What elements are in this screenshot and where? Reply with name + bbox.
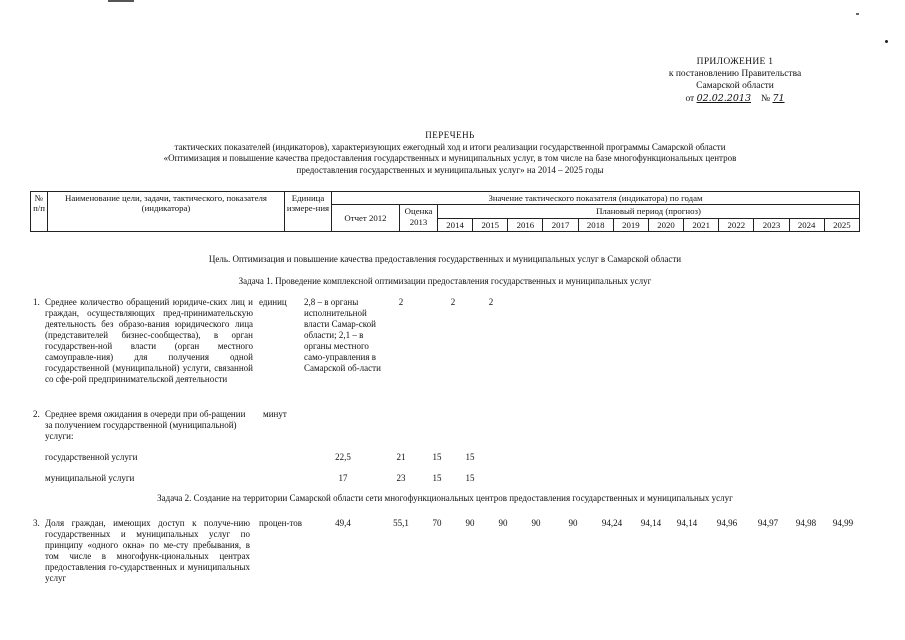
row3-value: 70 [432, 518, 442, 528]
row3-name: Доля граждан, имеющих доступ к получе-нию государственных и муниципальных услуг по принципу «одного окна» по ме-сту пребывания, в том числе в многофунк-циональных центрах предоставления го-сударственных и муниципальных услуг [45, 518, 250, 583]
header-year: 2024 [789, 218, 824, 231]
header-unit: Единица измере-ния [285, 192, 332, 232]
indicator-table-header [30, 191, 860, 232]
row2b-value: 23 [396, 473, 406, 483]
row3-value: 94,24 [601, 518, 623, 528]
handwritten-number: 71 [772, 92, 785, 104]
title-line: тактических показателей (индикаторов), характеризующих ежегодный ход и итоги реализации государственной программы Самарской области [174, 141, 726, 152]
appendix-header [635, 57, 835, 106]
row1-value-2014: 2 [450, 297, 456, 307]
header-year: 2015 [473, 218, 508, 231]
row1-value-2015: 2 [488, 297, 494, 307]
appendix-line: к постановлению Правительства [668, 68, 802, 79]
header-year: 2025 [824, 218, 859, 231]
task2-heading: Задача 2. Создание на территории Самарской области сети многофункциональных центров предоставления государственных и муниципальных услуг [157, 493, 733, 503]
header-year: 2021 [684, 218, 719, 231]
scan-speck [885, 40, 888, 43]
document-title [40, 130, 860, 177]
row2-name: Среднее время ожидания в очереди при об-ращении за получением государственной (муниципальной) услуги: [45, 409, 246, 441]
header-plan: Плановый период (прогноз) [438, 205, 860, 218]
row2b-value: 15 [432, 473, 442, 483]
row3-value: 94,97 [757, 518, 779, 528]
handwritten-date: 02.02.2013 [696, 92, 751, 104]
row3-unit: процен-тов [259, 518, 303, 528]
row2a-name: государственной услуги [45, 452, 138, 462]
header-estimate: Оценка 2013 [400, 205, 438, 232]
appendix-title: ПРИЛОЖЕНИЕ 1 [696, 57, 774, 67]
row3-value: 94,96 [716, 518, 738, 528]
row3-value: 49,4 [335, 518, 351, 528]
row1-report: 2,8 – в органы исполнительной власти Самар-ской области; 2,1 – в органы местного само-управления в Самарской об-ласти [304, 297, 381, 373]
row1-name: Среднее количество обращений юридиче-ских лиц и граждан, осуществляющих пред-принимательскую деятельность без образо-вания юридического лица (представителей бизнес-сообщества), в орган государствен-ной власти (орган местного самоуправле-ния) для получения одной государственной (муниципальной) услуги, связанной со сфе-рой предпринимательской деятельности [45, 297, 253, 384]
row1-unit: единиц [259, 297, 287, 307]
goal-heading: Цель. Оптимизация и повышение качества предоставления государственных и муниципальных услуг в Самарской области [208, 254, 682, 264]
row3-value: 90 [568, 518, 578, 528]
row2b-value: 15 [465, 473, 475, 483]
header-year: 2018 [578, 218, 613, 231]
row2b-name: муниципальной услуги [45, 473, 135, 483]
row2-unit: минут [263, 409, 287, 419]
header-values-title: Значение тактического показателя (индикатора) по годам [332, 192, 860, 205]
row2a-value: 21 [396, 452, 406, 462]
appendix-date-line [635, 93, 835, 106]
appendix-line: Самарской области [696, 80, 774, 91]
row3-value: 90 [465, 518, 475, 528]
row2b-value: 17 [338, 473, 348, 483]
number-label: № [761, 93, 771, 104]
row3-value: 94,98 [795, 518, 817, 528]
header-year: 2022 [719, 218, 754, 231]
row3-value: 94,99 [832, 518, 854, 528]
scan-speck [856, 13, 859, 15]
row2a-value: 15 [465, 452, 475, 462]
header-year: 2019 [613, 218, 648, 231]
row3-value: 90 [498, 518, 508, 528]
header-year: 2016 [508, 218, 543, 231]
title-heading: ПЕРЕЧЕНЬ [425, 130, 475, 140]
row2-number: 2. [33, 409, 40, 419]
row3-value: 94,14 [640, 518, 662, 528]
title-line: «Оптимизация и повышение качества предоставления государственных и муниципальных услуг, в том числе на базе многофункциональных центров [163, 153, 737, 164]
row1-value-2013: 2 [398, 297, 404, 307]
header-year: 2014 [438, 218, 473, 231]
from-label: от [685, 93, 695, 104]
header-year: 2017 [543, 218, 578, 231]
row2a-value: 22,5 [335, 452, 351, 462]
scan-mark [108, 0, 134, 2]
title-line: предоставления государственных и муниципальных услуг» на 2014 – 2025 годы [296, 165, 604, 176]
row3-number: 3. [33, 518, 40, 528]
row3-value: 90 [531, 518, 541, 528]
header-year: 2020 [648, 218, 683, 231]
task1-heading: Задача 1. Проведение комплексной оптимизации предоставления государственных и муниципальных услуг [238, 276, 652, 286]
header-no: № п/п [31, 192, 48, 232]
header-report: Отчет 2012 [332, 205, 400, 232]
row3-value: 94,14 [676, 518, 698, 528]
header-name: Наименование цели, задачи, тактического, показателя (индикатора) [48, 192, 285, 232]
row1-number: 1. [33, 297, 40, 307]
row2a-value: 15 [432, 452, 442, 462]
row3-value: 55,1 [393, 518, 409, 528]
header-year: 2023 [754, 218, 789, 231]
